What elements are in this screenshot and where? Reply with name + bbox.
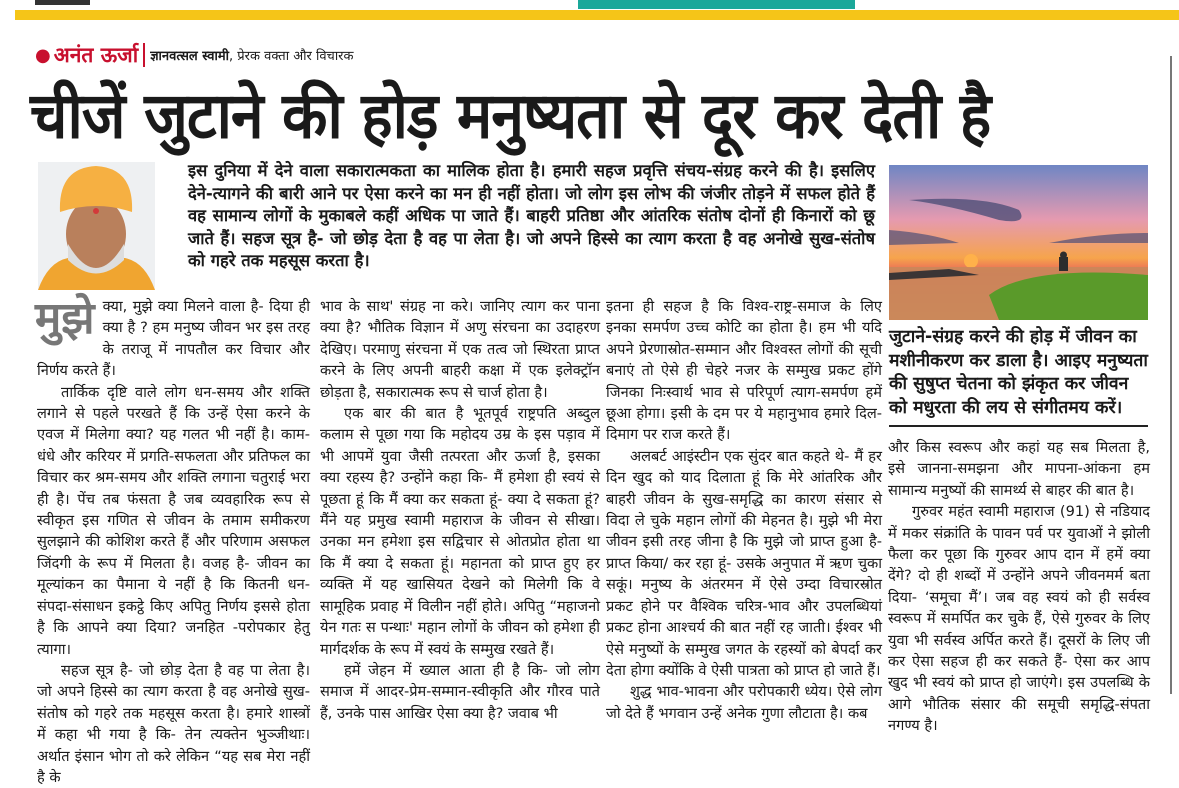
photo-caption: जुटाने-संग्रह करने की होड़ में जीवन का मशीनीकरण कर डाला है। आइए मनुष्यता की सुषुप्त चेतना को झंकृत कर जीवन को मधुरता की लय से संगीतमय करें।: [889, 327, 1148, 418]
section-banner: [578, 0, 855, 9]
caption-rule: [889, 425, 1148, 427]
article-column-1: [35, 293, 310, 788]
paragraph: अलबर्ट आइंस्टीन एक सुंदर बात कहते थे- मैं हर दिन खुद को याद दिलाता हूं कि मेरे आंतरिक और बाहरी जीवन के सुख-समृद्धि का कारण संसार से विदा ले चुके महान लोगों की मेहनत है। मुझे भी मेरा जीवन इसी तरह जीना है कि मुझे जो प्राप्त हुआ है- प्राप्त किया/ कर रहा हूं- उसके अनुपात में ऋण चुका सकूं। मनुष्य के अंतरमन में ऐसे उम्दा विचारस्रोत प्रकट होने पर वैश्विक चरित्र-भाव और उपलब्धियां प्रकट होना आश्चर्य की बात नहीं रह जाती। ईश्वर भी ऐसे मनुष्यों के सम्मुख जगत के रहस्यों को बेपर्दा कर देता होगा क्योंकि वे ऐसी पात्रता को प्राप्त हो जाते हैं।: [606, 447, 882, 679]
article-column-2: [320, 296, 600, 724]
paragraph: एक बार की बात है भूतपूर्व राष्ट्रपति अब्दुल कलाम से पूछा गया कि महोदय उम्र के इस पड़ाव में भी आपमें युवा जैसी तत्परता और ऊर्जा है, इसका क्या रहस्य है? उन्होंने कहा कि- मैं हमेशा ही स्वयं से पूछता हूं कि मैं क्या कर सकता हूं- क्या दे सकता हूं? मैंने यह प्रमुख स्वामी महाराज के जीवन से सीखा। उनका मन हमेशा इस सद्विचार से ओतप्रोत होता था कि मैं क्या दे सकता हूं। महानता को प्राप्त हुए हर व्यक्ति में यह खासियत देखने को मिलेगी कि वे सामूहिक प्रवाह में विलीन नहीं होते। अपितु “महाजनो येन गतः स पन्थाः' महान लोगों के जीवन को हमेशा ही मार्गदर्शक के रूप में स्वयं के सम्मुख रखते हैं।: [320, 405, 600, 658]
paragraph: भाव के साथ' संग्रह ना करे। जानिए त्याग कर पाना क्या है? भौतिक विज्ञान में अणु संरचना का उदाहरण देखिए। परमाणु संरचना में एक तत्व जो स्थिरता प्राप्त करने के लिए अपनी बाहरी कक्षा में एक इलेक्ट्रॉन छोड़ता है, सकारात्मक रूप से चार्ज होता है।: [320, 298, 600, 401]
column-divider: [1170, 56, 1172, 694]
headline: चीजें जुटाने की होड़ मनुष्यता से दूर कर देती है: [30, 78, 991, 153]
author-role: , प्रेरक वक्ता और विचारक: [229, 49, 354, 64]
paragraph: शुद्ध भाव-भावना और परोपकारी ध्येय। ऐसे लोग जो देते हैं भगवान उन्हें अनेक गुणा लौटाता है। कब: [606, 683, 882, 722]
paragraph: हमें जेहन में ख्याल आता ही है कि- जो लोग समाज में आदर-प्रेम-सम्मान-स्वीकृति और गौरव पाते हैं, उनके पास आखिर ऐसा क्या है? जवाब भी: [320, 661, 600, 722]
paragraph: इतना ही सहज है कि विश्व-राष्ट्र-समाज के लिए इनका समर्पण उच्च कोटि का होता है। हम भी यदि अपने प्रेरणास्रोत-सम्मान और विश्वस्त लोगों की सूची बनाएं तो ऐसे ही चेहरे नजर के सम्मुख प्रकट होंगे जिनका निःस्वार्थ भाव से परिपूर्ण त्याग-समर्पण हमें छूआ होगा। इसी के दम पर ये महानुभाव हमारे दिल-दिमाग पर राज करते हैं।: [606, 298, 882, 444]
article-column-3: [606, 296, 882, 724]
kicker-divider: [143, 43, 145, 67]
paragraph: सहज सूत्र है- जो छोड़ देता है वह पा लेता है। जो अपने हिस्से का त्याग करता है वह अनोखे सुख-संतोष को गहरे तक महसूस करता है। हमारे शास्त्रों में कहा भी गया है कि- तेन त्यक्तेन भुञ्जीथाः। अर्थात इंसान भोग तो करे लेकिन “यह सब मेरा नहीं है के: [37, 661, 310, 786]
paragraph: तार्किक दृष्टि वाले लोग धन-समय और शक्ति लगाने से पहले परखते हैं कि उन्हें ऐसा करने के एवज में मिलेगा क्या? यह गलत भी नहीं है। काम-धंधे और करियर में प्रगति-सफलता और प्रतिफल का विचार कर श्रम-समय और शक्ति लगाना चतुराई भरा ही है। पेंच तब फंसता है जब व्यवहारिक रूप से स्वीकृत इस गणित से जीवन के तमाम समीकरण सुलझाने की कोशिश करते हैं और परिणाम असफल जिंदगी के रूप में मिलता है। वजह है- जीवन का मूल्यांकन का पैमाना ये नहीं है कि कितनी धन-संपदा-संसाधन इकट्ठे किए अपितु निर्णय इससे होता है कि आपने क्या दिया? जनहित -परोपकार हेतु त्यागा।: [37, 383, 310, 658]
intro-text: इस दुनिया में देने वाला सकारात्मकता का मालिक होता है। हमारी सहज प्रवृत्ति संचय-संग्रह करने की है। इसलिए देने-त्यागने की बारी आने पर ऐसा करने का मन ही नहीं होता। जो लोग इस लोभ की जंजीर तोड़ने में सफल होते हैं वह सामान्य लोगों के मुकाबले कहीं अधिक पा जाते हैं। बाहरी प्रतिष्ठा और आंतरिक संतोष दोनों ही किनारों को छू जाते हैं। सहज सूत्र है- जो छोड़ देता है वह पा लेता है। जो अपने हिस्से का त्याग करता है वह अनोखे सुख-संतोष को गहरे तक महसूस करता है।: [188, 161, 875, 271]
sunset-photo: [889, 165, 1148, 320]
yellow-rule: [15, 10, 1179, 20]
paragraph: गुरुवर महंत स्वामी महाराज (91) से नडियाद में मकर संक्रांति के पावन पर्व पर युवाओं ने झोली फैला कर पूछा कि गुरुवर आप दान में हमें क्या देंगे? दो ही शब्दों में उन्होंने अपने जीवनमर्म बता दिया- ‘समूचा मैं’। जब वह स्वयं को ही सर्वस्व स्वरूप में समर्पित कर चुके हैं, ऐसे गुरुवर के लिए युवा भी सर्वस्व अर्पित करते हैं। दूसरों के लिए जी कर ऐसा सहज ही कर सकते हैं- ऐसा कर आप खुद भी स्वयं को प्राप्त हो जाएंगे। इस उपलब्धि के आगे भौतिक संसार की समूची समृद्धि-संपता नगण्य है।: [888, 503, 1150, 735]
article-column-4: [888, 437, 1150, 737]
paragraph: और किस स्वरूप और कहां यह सब मिलता है, इसे जानना-समझना और मापना-आंकना हम सामान्य मनुष्यों की सामर्थ्य से बाहर की बात है।: [888, 439, 1150, 499]
author-name: ज्ञानवत्सल स्वामी: [150, 49, 230, 64]
masthead-fragment: [35, 0, 90, 5]
paragraph: मुझे क्या, मुझे क्या मिलने वाला है- दिया ही क्या है ? हम मनुष्य जीवन भर इस तरह के तराजू में नापतौल कर विचार और निर्णय करते हैं।: [35, 293, 310, 380]
drop-cap: मुझे: [35, 293, 95, 344]
author-portrait: [38, 162, 155, 290]
column-kicker: [35, 42, 353, 68]
bullet-icon: ●: [35, 44, 51, 66]
column-name: अनंत ऊर्जा: [53, 43, 139, 67]
